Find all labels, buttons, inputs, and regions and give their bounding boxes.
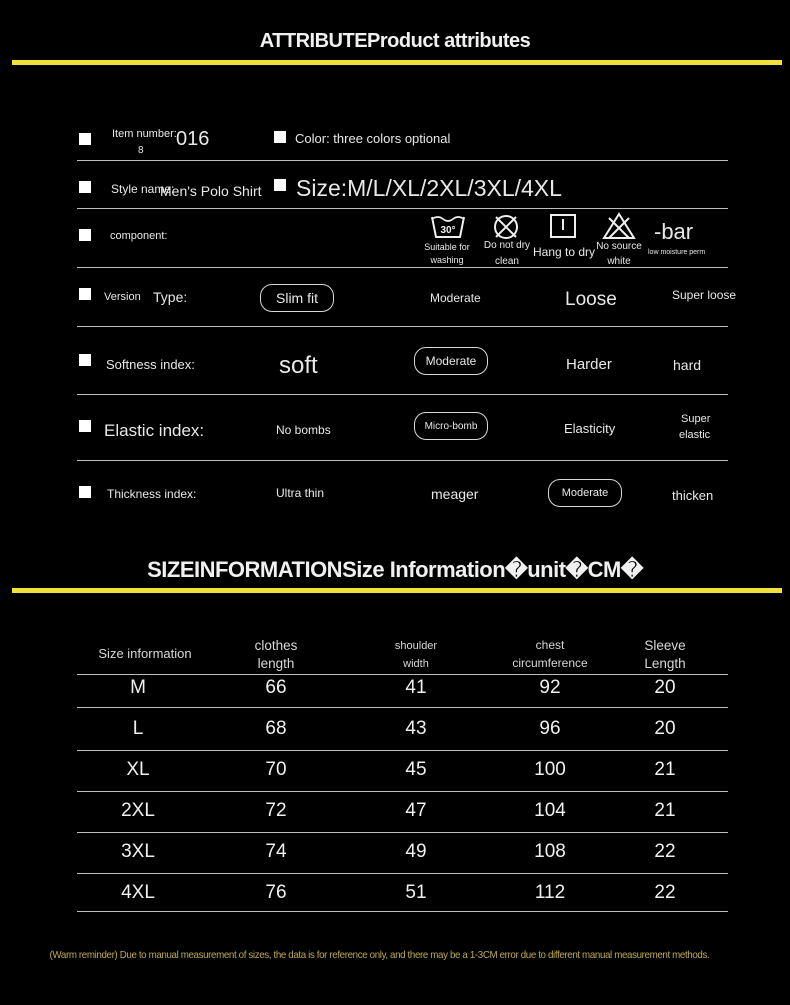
softness-option-harder[interactable]: Harder <box>566 356 612 373</box>
size-table-header-line2: Length <box>644 656 686 671</box>
elastic-option-elastic[interactable]: elastic <box>679 429 711 441</box>
size-table-cell: 68 <box>265 718 287 739</box>
size-table-cell: 51 <box>405 882 427 903</box>
version-option-slim-fit[interactable]: Slim fit <box>260 284 334 312</box>
version-option-super-loose[interactable]: Super loose <box>672 288 737 302</box>
thickness-label: Thickness index: <box>107 487 197 501</box>
size-table-header <box>351 637 481 673</box>
type-label: Type: <box>153 289 188 305</box>
size-table-header-line1: shoulder <box>394 640 438 652</box>
size-table-cell: 20 <box>654 718 676 739</box>
item-number-value: 016 <box>176 128 210 150</box>
elastic-option-super[interactable]: Super <box>681 413 711 425</box>
no-bleach-text-2: white <box>607 256 631 267</box>
wash-text-2: washing <box>430 255 464 265</box>
row-divider <box>77 460 728 461</box>
no-bleach-icon <box>601 212 637 240</box>
component-checkbox[interactable] <box>79 229 91 241</box>
size-table-cell: 49 <box>405 841 427 862</box>
size-table-cell: 100 <box>534 759 566 780</box>
svg-text:30°: 30° <box>440 225 456 236</box>
size-table-cell: 20 <box>654 677 676 698</box>
thickness-option-thicken[interactable]: thicken <box>672 488 714 503</box>
size-table-cell: 66 <box>265 677 287 698</box>
size-table-header <box>600 637 730 673</box>
row-divider <box>77 267 728 268</box>
component-label: component: <box>110 230 168 242</box>
size-table-size-cell: 3XL <box>121 841 155 862</box>
elastic-option-micro-bomb[interactable]: Micro-bomb <box>414 412 488 440</box>
hang-dry-text: Hang to dry <box>533 245 596 259</box>
item-number-sub: 8 <box>138 145 144 156</box>
version-option-loose[interactable]: Loose <box>565 289 617 310</box>
no-dry-clean-text-2: clean <box>495 256 519 267</box>
row-divider <box>77 160 728 161</box>
size-table-size-cell: 4XL <box>121 882 155 903</box>
size-title: SIZEINFORMATIONSize Information�unit�CM� <box>147 557 643 582</box>
size-table-cell: 96 <box>539 718 561 739</box>
size-table-divider <box>77 873 728 874</box>
size-table-cell: 74 <box>265 841 287 862</box>
size-table-cell: 43 <box>405 718 427 739</box>
bar-text: -bar <box>654 219 694 244</box>
size-table-cell: 21 <box>654 759 676 780</box>
no-bleach-text-1: No source <box>596 241 642 252</box>
softness-option-hard[interactable]: hard <box>673 357 702 373</box>
size-table-cell: 22 <box>654 841 676 862</box>
size-table-cell: 104 <box>534 800 566 821</box>
size-table-header-line2: width <box>403 658 429 670</box>
size-table-size-cell: 2XL <box>121 800 155 821</box>
bar-subtext: low moisture perm <box>648 249 706 256</box>
softness-label: Softness index: <box>106 357 195 372</box>
no-dry-clean-text-1: Do not dry <box>483 240 531 251</box>
size-table-cell: 41 <box>405 677 427 698</box>
softness-checkbox[interactable] <box>79 354 91 366</box>
size-table-header-line1: clothes <box>254 638 298 653</box>
size-table-cell: 92 <box>539 677 561 698</box>
elastic-checkbox[interactable] <box>79 420 91 432</box>
style-checkbox[interactable] <box>79 181 91 193</box>
elastic-option-no-bombs[interactable]: No bombs <box>276 423 331 437</box>
size-table-cell: 47 <box>405 800 427 821</box>
size-table-cell: 21 <box>654 800 676 821</box>
size-table-cell: 22 <box>654 882 676 903</box>
row-divider <box>77 208 728 209</box>
size-table-header <box>485 636 615 672</box>
size-table-cell: 70 <box>265 759 287 780</box>
version-checkbox[interactable] <box>79 288 91 300</box>
size-table-header <box>211 637 341 673</box>
wash-text-1: Suitable for <box>424 242 470 252</box>
style-name-value: Men's Polo Shirt <box>160 183 262 199</box>
softness-option-moderate[interactable]: Moderate <box>414 347 488 375</box>
size-table-cell: 45 <box>405 759 427 780</box>
size-table-divider <box>77 791 728 792</box>
size-table-header-line1: Size information <box>98 646 192 661</box>
thickness-checkbox[interactable] <box>79 486 91 498</box>
size-table-divider <box>77 911 728 912</box>
thickness-option-meager[interactable]: meager <box>431 486 479 502</box>
elastic-label: Elastic index: <box>104 421 205 440</box>
attributes-rule <box>12 60 782 65</box>
size-rule <box>12 588 782 593</box>
size-checkbox[interactable] <box>274 179 286 191</box>
size-table-cell: 72 <box>265 800 287 821</box>
size-table-cell: 112 <box>534 882 566 903</box>
no-dry-clean-icon <box>488 213 524 241</box>
item-checkbox[interactable] <box>79 133 91 145</box>
wash-30-icon <box>430 213 466 241</box>
thickness-option-ultra-thin[interactable]: Ultra thin <box>276 486 325 500</box>
size-table-header-line1: Sleeve <box>644 638 686 653</box>
style-name-label: Style name: <box>111 182 175 196</box>
item-number-label: Item number: <box>112 128 177 140</box>
size-table-divider <box>77 750 728 751</box>
size-table-size-cell: XL <box>126 759 150 780</box>
size-table-cell: 108 <box>534 841 566 862</box>
size-table-divider <box>77 707 728 708</box>
row-divider <box>77 394 728 395</box>
softness-option-soft[interactable]: soft <box>279 352 318 379</box>
size-list: Size:M/L/XL/2XL/3XL/4XL <box>296 175 562 201</box>
size-table-size-cell: L <box>132 718 144 739</box>
attributes-title: ATTRIBUTEProduct attributes <box>259 30 531 52</box>
size-table-header-line2: circumference <box>512 656 588 670</box>
version-option-moderate[interactable]: Moderate <box>430 291 481 305</box>
size-table-divider <box>77 832 728 833</box>
thickness-option-moderate[interactable]: Moderate <box>548 479 622 507</box>
size-table-header-line2: length <box>257 656 295 671</box>
color-checkbox[interactable] <box>274 131 286 143</box>
version-label: Version <box>104 291 141 303</box>
size-table-header <box>80 645 210 663</box>
color-label: Color: three colors optional <box>295 131 451 146</box>
warm-reminder: (Warm reminder) Due to manual measurement of sizes, the data is for reference only, and there may be a 1-3CM error due to different manual measurement methods. <box>49 949 710 961</box>
elastic-option-elasticity[interactable]: Elasticity <box>564 421 616 436</box>
row-divider <box>77 326 728 327</box>
size-table-size-cell: M <box>130 677 146 698</box>
size-table-header-line1: chest <box>535 638 565 652</box>
size-table-cell: 76 <box>265 882 287 903</box>
size-table-divider <box>77 674 728 675</box>
hang-dry-icon <box>545 212 581 240</box>
